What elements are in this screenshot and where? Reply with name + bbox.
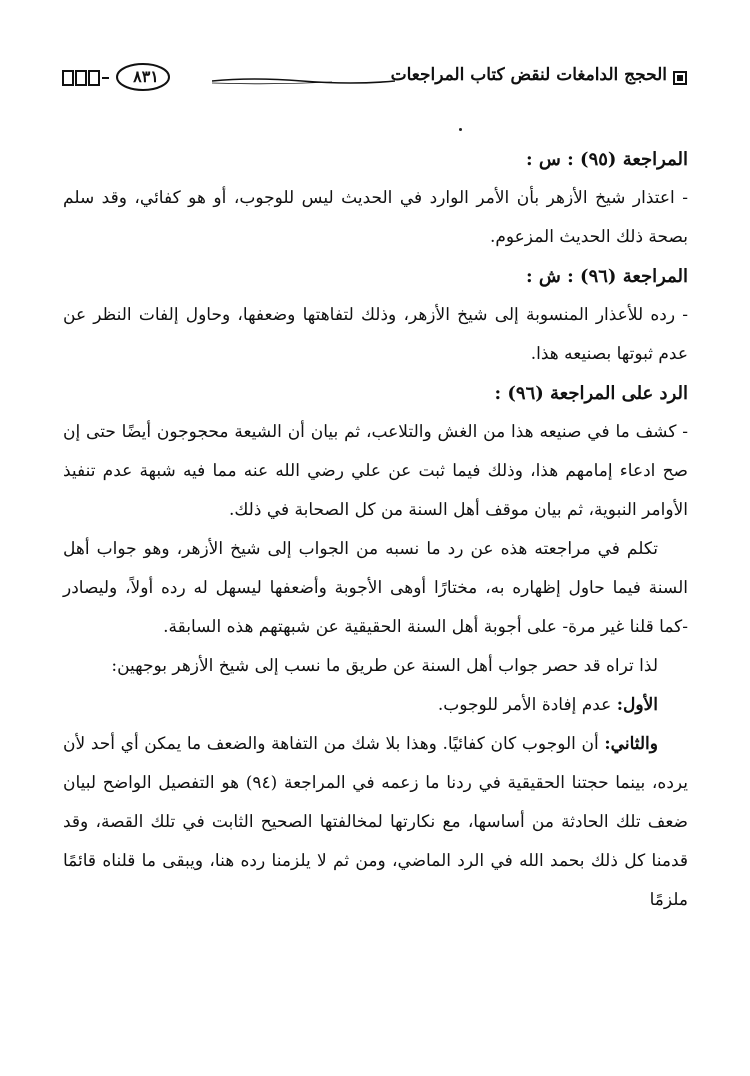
point-label: والثاني:: [604, 734, 658, 754]
body-paragraph: تكلم في مراجعته هذه عن رد ما نسبه من الجواب إلى شيخ الأزهر، وهو جواب أهل السنة فيما حاول إظهاره به، مختارًا أوهى الأجوبة وأضعفها ليسهل له رده أولاً، وليصادر -كما قلنا غير مرة- على أجوبة أهل السنة الحقيقية عن شبهتهم هذه السابقة.: [63, 539, 688, 637]
point-text: عدم إفادة الأمر للوجوب.: [437, 695, 617, 715]
main-text: [63, 140, 688, 920]
header-title: الحجج الدامغات لنقض كتاب المراجعات: [390, 65, 667, 85]
section-heading: المراجعة (٩٦) : ش :: [526, 266, 688, 287]
section-summary: - اعتذار شيخ الأزهر بأن الأمر الوارد في الحديث ليس للوجوب، أو هو كفائي، وقد سلم بصحة ذلك الحديث المزعوم.: [63, 188, 688, 247]
section-heading: المراجعة (٩٥) : س :: [526, 149, 688, 170]
header-ornament-right-icon: [673, 71, 687, 85]
section-summary: - كشف ما في صنيعه هذا من الغش والتلاعب، ثم بيان أن الشيعة محجوجون أيضًا حتى إن صح ادعاء إمامهم هذا، وذلك فيما ثبت عن علي رضي الله عنه مما فيه شبهة عدم تنفيذ الأوامر النبوية، ثم بيان موقف أهل السنة من كل الصحابة في ذلك.: [63, 422, 688, 520]
stray-ink-mark: [459, 128, 462, 131]
point-text: أن الوجوب كان كفائيًا. وهذا بلا شك من التفاهة والضعف ما يمكن أي أحد لأن يرده، بينما حجتنا الحقيقية في ردنا ما زعمه في المراجعة (٩٤) هو التفصيل الواضح لبيان ضعف تلك الحادثة من أساسها، مع نكارتها لمخالفتها الصحيح الثابت في تلك القصة، وقد قدمنا كل ذلك بحمد الله في الرد الماضي، ومن ثم لا يلزمنا رده هنا، ويبقى ما قلناه قائمًا ملزمًا: [63, 734, 689, 910]
header-rule-ornament: [212, 76, 395, 86]
page-number: ٨٣١: [133, 67, 159, 86]
body-paragraph: لذا تراه قد حصر جواب أهل السنة عن طريق ما نسب إلى شيخ الأزهر بوجهين:: [111, 656, 658, 676]
body-paragraph: [63, 725, 688, 920]
header-ornament-left-icon: [62, 69, 110, 87]
running-header: [62, 62, 687, 98]
section-summary: - رده للأعذار المنسوبة إلى شيخ الأزهر، وذلك لتفاهتها وضعفها، وحاول إلفات النظر عن عدم ثبوتها بصنيعه هذا.: [63, 305, 688, 364]
body-paragraph: [63, 686, 688, 725]
section-heading: الرد على المراجعة (٩٦) :: [494, 383, 688, 404]
point-label: الأول:: [616, 695, 658, 715]
